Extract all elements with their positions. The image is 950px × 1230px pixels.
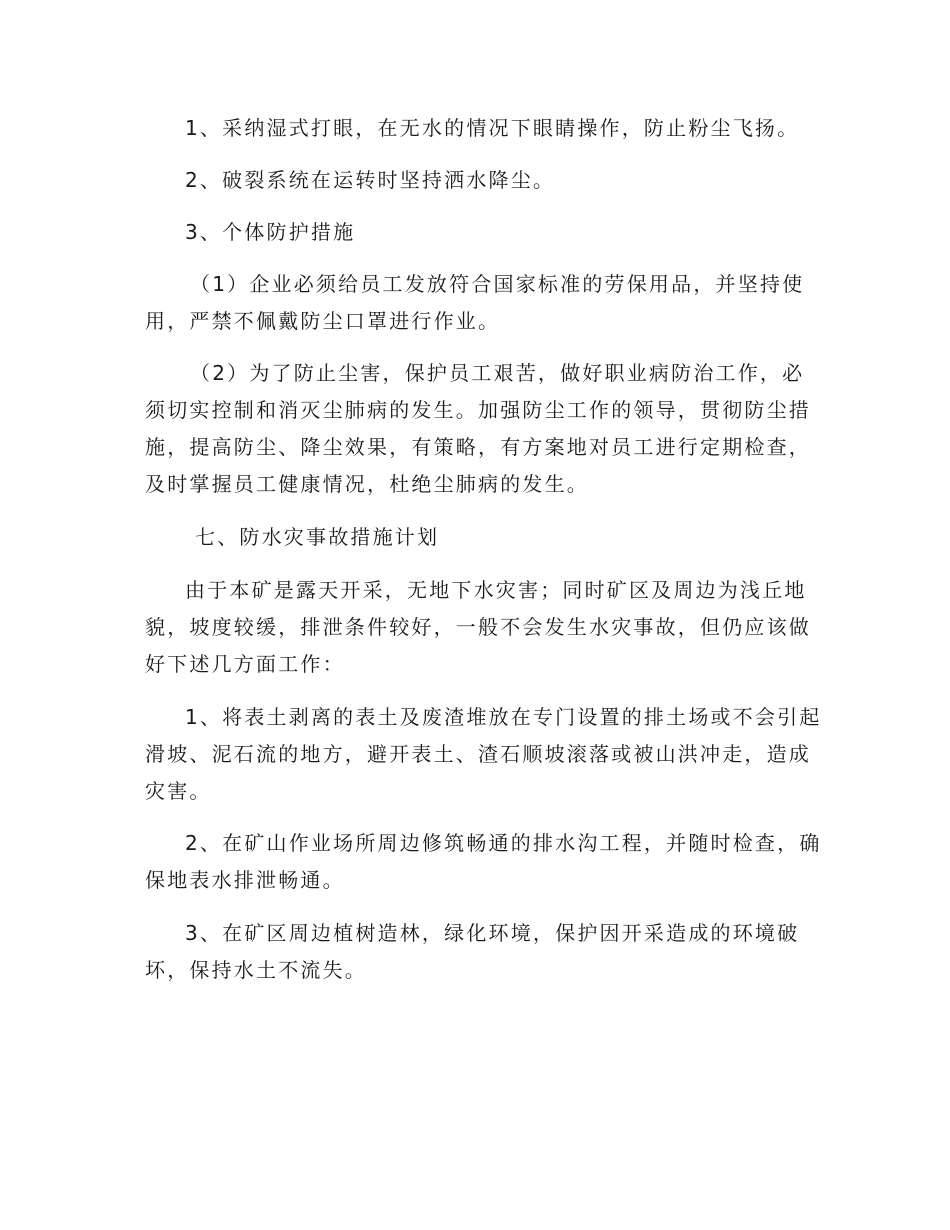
paragraph-line: 貌，坡度较缓，排泄条件较好，一般不会发生水灾事故，但仍应该做	[145, 615, 811, 639]
section-heading: 七、防水灾事故措施计划	[195, 525, 440, 549]
paragraph-line: 3、在矿区周边植树造林，绿化环境，保护因开采造成的环境破	[185, 921, 800, 945]
paragraph-line: 2、破裂系统在运转时坚持洒水降尘。	[185, 168, 556, 192]
paragraph-line: 3、个体防护措施	[185, 220, 356, 244]
paragraph-line: 保地表水排泄畅通。	[145, 868, 345, 892]
paragraph-line: 好下述几方面工作：	[145, 652, 345, 676]
paragraph-line: 及时掌握员工健康情况，杜绝尘肺病的发生。	[145, 472, 589, 496]
paragraph-line: 须切实控制和消灭尘肺病的发生。加强防尘工作的领导，贯彻防尘措	[145, 398, 811, 422]
paragraph-line: （1）企业必须给员工发放符合国家标准的劳保用品，并坚持使	[190, 272, 805, 296]
paragraph-line: 滑坡、泥石流的地方，避开表土、渣石顺坡滚落或被山洪冲走，造成	[145, 742, 811, 766]
paragraph-line: 由于本矿是露天开采，无地下水灾害；同时矿区及周边为浅丘地	[185, 578, 807, 602]
paragraph-line: 1、采纳湿式打眼，在无水的情况下眼睛操作，防止粉尘飞扬。	[185, 116, 800, 140]
paragraph-line: 用，严禁不佩戴防尘口罩进行作业。	[145, 309, 501, 333]
paragraph-line: 1、将表土剥离的表土及废渣堆放在专门设置的排土场或不会引起	[185, 705, 822, 729]
paragraph-line: 坏，保持水土不流失。	[145, 958, 367, 982]
paragraph-line: 施，提高防尘、降尘效果，有策略，有方案地对员工进行定期检查，	[145, 435, 811, 459]
paragraph-line: 2、在矿山作业场所周边修筑畅通的排水沟工程，并随时检查，确	[185, 831, 822, 855]
paragraph-line: 灾害。	[145, 779, 212, 803]
paragraph-line: （2）为了防止尘害，保护员工艰苦，做好职业病防治工作，必	[190, 361, 805, 385]
